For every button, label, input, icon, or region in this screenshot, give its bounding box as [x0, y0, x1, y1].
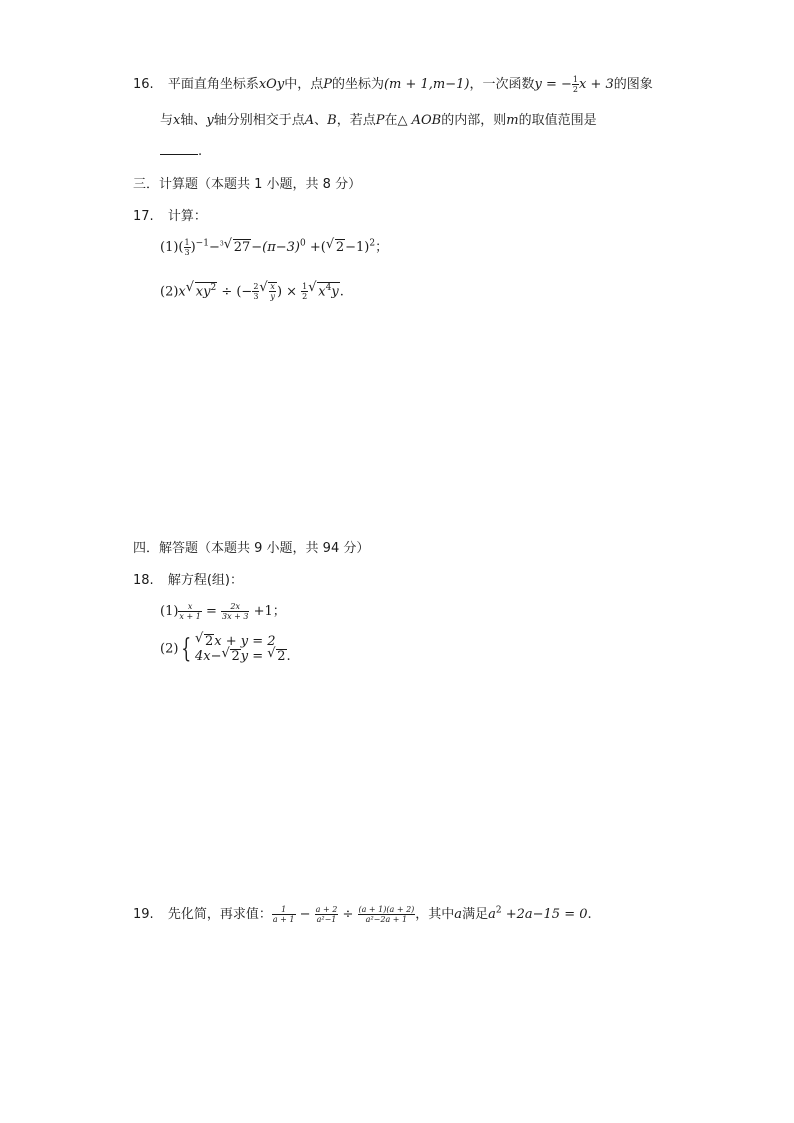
text: 的坐标为: [331, 77, 384, 92]
part-label: (2): [160, 641, 179, 657]
text: −1): [345, 240, 370, 255]
exponent: 2: [495, 905, 502, 916]
prompt: 计算：: [167, 209, 207, 224]
section-4-title: 四．解答题（本题共 9 小题，共 94 分）: [133, 541, 370, 556]
question-18-part-1: [160, 600, 286, 621]
equation: +2a−15 = 0: [501, 907, 588, 922]
question-16-line-1: [133, 73, 653, 94]
period: .: [339, 284, 344, 300]
text: 与: [160, 113, 174, 128]
math-y: y: [206, 113, 214, 128]
sqrt: √ 27: [224, 239, 252, 255]
text: ，若点: [336, 113, 376, 128]
exponent: 0: [299, 238, 306, 249]
math-a: a: [488, 907, 496, 922]
prompt: 解方程(组)：: [167, 573, 243, 588]
text: 轴、: [180, 113, 207, 128]
question-17-part-2: [160, 282, 344, 301]
text: =: [201, 604, 221, 619]
exponent: −1: [195, 238, 209, 249]
text: −: [295, 907, 315, 922]
text: 轴分别相交于点: [213, 113, 305, 128]
section-3-title: 三．计算题（本题共 1 小题，共 8 分）: [133, 177, 362, 192]
text: 、: [314, 113, 328, 128]
fraction: $\frac{a + 2}{\text{a²−1}}$: [315, 904, 338, 924]
question-18-header: [133, 569, 243, 588]
question-17-part-1: (1)( $\frac{1}{3}$ )$^{-1}$−$^3$√ $27-(\pi-3)^0$ +(√ 2−1)$^2$；: [160, 236, 388, 257]
text: ，一次函数: [469, 77, 535, 92]
left-brace: {: [181, 634, 192, 664]
exponent: 2: [369, 238, 376, 249]
question-16-line-2: [160, 109, 597, 128]
equation-system: √ 2x + y = 2 4x−√ 2y = √ 2.: [195, 634, 291, 664]
text: ÷: [338, 907, 358, 922]
answer-blank[interactable]: [160, 142, 202, 159]
part-label: (1): [160, 604, 179, 619]
question-19: [133, 903, 592, 924]
text: 的内部，则: [441, 113, 507, 128]
math-b: B: [327, 113, 337, 128]
text: 满足: [462, 907, 489, 922]
blank-line[interactable]: [160, 142, 198, 155]
math-p: P: [375, 113, 385, 128]
math-m: m: [506, 113, 519, 128]
text: 中，点: [284, 77, 324, 92]
text: 平面直角坐标系: [167, 77, 259, 92]
fraction: $\frac{2}{3}$: [253, 282, 259, 301]
math-x: x: [178, 284, 186, 300]
part-label: (1): [160, 240, 179, 255]
text: −: [208, 240, 220, 255]
math-triangle: △ AOB: [397, 113, 442, 128]
fraction: $\frac{1}{3}$: [184, 237, 190, 257]
math-a: A: [304, 113, 315, 128]
question-17-header: [133, 205, 207, 224]
question-number: 16.: [133, 77, 154, 92]
text: −(π−3): [251, 240, 300, 255]
math-func-rhs: x + 3: [579, 77, 614, 92]
question-number: 19.: [133, 907, 154, 922]
text: ，其中: [415, 907, 455, 922]
sqrt: √ 2: [326, 239, 345, 255]
text: ): [190, 240, 196, 255]
text: +(: [305, 240, 326, 255]
math-func-lhs: y = −: [534, 77, 572, 92]
math-p: P: [323, 77, 332, 92]
sqrt: √ $\frac{x}{y}$: [259, 282, 277, 301]
fraction: $\frac{2x}{3x + 3}$: [221, 601, 249, 621]
text: ) ×: [276, 284, 302, 300]
period: .: [587, 907, 592, 922]
fraction: $\frac{(a + 1)(a + 2)}{\text{a²−2a + 1}}$: [358, 904, 415, 924]
root-index: 3: [219, 240, 224, 248]
math-xoy: xOy: [258, 77, 285, 92]
fraction: $\frac{1}{2}$: [572, 74, 579, 94]
text: ；: [375, 240, 389, 255]
text: ÷ (−: [217, 284, 253, 300]
text: 的图象: [613, 77, 653, 92]
fraction: $\frac{1}{2}$: [302, 282, 308, 301]
text: 的取值范围是: [518, 113, 597, 128]
math-a: a: [454, 907, 463, 922]
fraction: $\frac{x}{x + 1}$: [179, 601, 201, 621]
text: 在: [384, 113, 398, 128]
math-x: x: [173, 113, 181, 128]
sqrt: √ $x^4y$: [308, 282, 339, 299]
period: .: [198, 144, 203, 159]
math-coord: (m + 1,m−1): [383, 77, 470, 92]
part-label: (2): [160, 284, 179, 300]
sqrt: √ $xy^2$: [186, 282, 217, 299]
fraction: $\frac{1}{a + 1}$: [272, 904, 295, 924]
question-18-part-2: [160, 634, 291, 664]
text: +1；: [249, 604, 286, 619]
question-number: 18.: [133, 573, 154, 588]
question-number: 17.: [133, 209, 154, 224]
prompt: 先化简，再求值：: [167, 907, 272, 922]
